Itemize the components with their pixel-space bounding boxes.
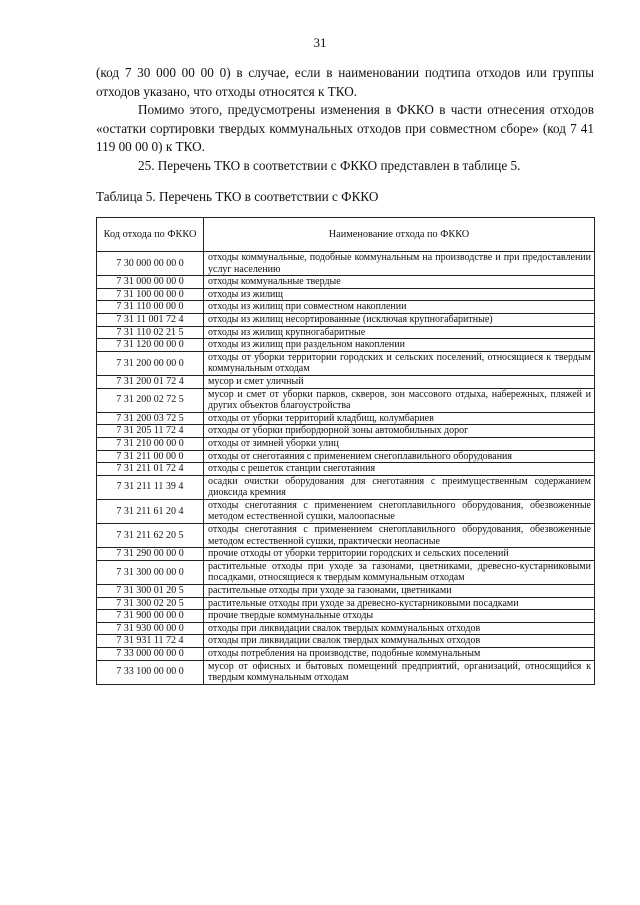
waste-name-cell: отходы при ликвидации свалок твердых коммунальных отходов [204, 635, 595, 648]
waste-code-cell: 7 31 211 61 20 4 [97, 499, 204, 523]
table-row [97, 437, 595, 450]
waste-name-cell: осадки очистки оборудования для снеготаяния с преимущественным содержанием диоксида кремния [204, 475, 595, 499]
waste-code-cell: 7 31 931 11 72 4 [97, 635, 204, 648]
table-row [97, 622, 595, 635]
waste-code-cell: 7 31 930 00 00 0 [97, 622, 204, 635]
paragraph: 25. Перечень ТКО в соответствии с ФККО представлен в таблице 5. [138, 157, 521, 173]
waste-code-cell: 7 31 211 62 20 5 [97, 524, 204, 548]
waste-code-cell: 7 31 290 00 00 0 [97, 548, 204, 561]
waste-name-cell: отходы потребления на производстве, подобные коммунальным [204, 648, 595, 661]
waste-name-cell: отходы при ликвидации свалок твердых коммунальных отходов [204, 622, 595, 635]
waste-name-cell: отходы из жилищ при совместном накоплении [204, 301, 595, 314]
table-row [97, 635, 595, 648]
waste-name-cell: отходы из жилищ крупногабаритные [204, 326, 595, 339]
waste-code-cell: 7 31 210 00 00 0 [97, 437, 204, 450]
paragraph: (код 7 30 000 00 00 0) в случае, если в наименовании подтипа отходов или группы отходов указано, что отходы относятся к ТКО. [96, 65, 594, 99]
table-row [97, 276, 595, 289]
table-row [97, 610, 595, 623]
waste-code-cell: 7 31 205 11 72 4 [97, 425, 204, 438]
waste-name-cell: мусор и смет уличный [204, 375, 595, 388]
waste-name-cell: растительные отходы при уходе за газонами, цветниками [204, 585, 595, 598]
waste-code-cell: 7 30 000 00 00 0 [97, 252, 204, 276]
waste-code-cell: 7 31 300 02 20 5 [97, 597, 204, 610]
table-row [97, 326, 595, 339]
table-row [97, 548, 595, 561]
waste-code-cell: 7 31 200 00 00 0 [97, 351, 204, 375]
table-row [97, 597, 595, 610]
table-row [97, 351, 595, 375]
waste-name-cell: отходы снеготаяния с применением снегоплавильного оборудования, обезвоженные методом естественной сушки, малоопасные [204, 499, 595, 523]
waste-name-cell: прочие твердые коммунальные отходы [204, 610, 595, 623]
waste-name-cell: отходы коммунальные твердые [204, 276, 595, 289]
waste-name-cell: прочие отходы от уборки территории городских и сельских поселений [204, 548, 595, 561]
table-row [97, 450, 595, 463]
waste-code-cell: 7 33 000 00 00 0 [97, 648, 204, 661]
waste-code-cell: 7 33 100 00 00 0 [97, 660, 204, 684]
waste-code-cell: 7 31 200 03 72 5 [97, 412, 204, 425]
waste-code-cell: 7 31 211 01 72 4 [97, 463, 204, 476]
table-body [97, 252, 595, 685]
waste-code-cell: 7 31 11 001 72 4 [97, 313, 204, 326]
waste-name-cell: мусор от офисных и бытовых помещений предприятий, организаций, относящийся к твердым коммунальным отходам [204, 660, 595, 684]
table-row [97, 375, 595, 388]
waste-name-cell: отходы от уборки территорий кладбищ, колумбариев [204, 412, 595, 425]
waste-name-cell: отходы из жилищ [204, 288, 595, 301]
waste-name-cell: отходы снеготаяния с применением снегоплавильного оборудования, обезвоженные методом естественной сушки, практически неопасные [204, 524, 595, 548]
table-row [97, 288, 595, 301]
waste-name-cell: отходы из жилищ несортированные (исключая крупногабаритные) [204, 313, 595, 326]
waste-name-cell: мусор и смет от уборки парков, скверов, зон массового отдыха, набережных, пляжей и других объектов благоустройства [204, 388, 595, 412]
waste-name-cell: отходы от снеготаяния с применением снегоплавильного оборудования [204, 450, 595, 463]
waste-code-cell: 7 31 300 01 20 5 [97, 585, 204, 598]
waste-code-cell: 7 31 100 00 00 0 [97, 288, 204, 301]
table-row [97, 660, 595, 684]
table-row [97, 252, 595, 276]
tko-table [96, 217, 595, 685]
waste-code-cell: 7 31 900 00 00 0 [97, 610, 204, 623]
table-row [97, 560, 595, 584]
waste-name-cell: отходы из жилищ при раздельном накоплении [204, 339, 595, 352]
table-caption: Таблица 5. Перечень ТКО в соответствии с ФККО [96, 189, 379, 204]
table-row [97, 463, 595, 476]
waste-name-cell: отходы от уборки прибордюрной зоны автомобильных дорог [204, 425, 595, 438]
table-row [97, 388, 595, 412]
table-row [97, 475, 595, 499]
waste-code-cell: 7 31 200 01 72 4 [97, 375, 204, 388]
waste-code-cell: 7 31 120 00 00 0 [97, 339, 204, 352]
table-row [97, 648, 595, 661]
table-row [97, 585, 595, 598]
waste-code-cell: 7 31 110 02 21 5 [97, 326, 204, 339]
table-row [97, 412, 595, 425]
table-row [97, 524, 595, 548]
waste-code-cell: 7 31 211 11 39 4 [97, 475, 204, 499]
waste-code-cell: 7 31 110 00 00 0 [97, 301, 204, 314]
waste-name-cell: растительные отходы при уходе за древесно-кустарниковыми посадками [204, 597, 595, 610]
page-number: 31 [313, 35, 327, 50]
waste-name-cell: отходы от зимней уборки улиц [204, 437, 595, 450]
waste-name-cell: растительные отходы при уходе за газонами, цветниками, древесно-кустарниковыми посадками, относящиеся к твердым коммунальным отходам [204, 560, 595, 584]
body-text [96, 64, 594, 175]
table-header-row [97, 218, 595, 252]
paragraph: Помимо этого, предусмотрены изменения в ФККО в части отнесения отходов «остатки сортировки твердых коммунальных отходов при совместном сборе» (код 7 41 119 00 00 0) к ТКО. [96, 102, 594, 154]
table-row [97, 339, 595, 352]
table-row [97, 499, 595, 523]
header-code: Код отхода по ФККО [97, 218, 204, 252]
waste-name-cell: отходы коммунальные, подобные коммунальным на производстве и при предоставлении услуг населению [204, 252, 595, 276]
table-row [97, 301, 595, 314]
waste-code-cell: 7 31 200 02 72 5 [97, 388, 204, 412]
table-row [97, 425, 595, 438]
waste-name-cell: отходы с решеток станции снеготаяния [204, 463, 595, 476]
waste-code-cell: 7 31 300 00 00 0 [97, 560, 204, 584]
header-name: Наименование отхода по ФККО [204, 218, 595, 252]
table-row [97, 313, 595, 326]
waste-name-cell: отходы от уборки территории городских и сельских поселений, относящиеся к твердым коммунальным отходам [204, 351, 595, 375]
waste-code-cell: 7 31 211 00 00 0 [97, 450, 204, 463]
waste-code-cell: 7 31 000 00 00 0 [97, 276, 204, 289]
